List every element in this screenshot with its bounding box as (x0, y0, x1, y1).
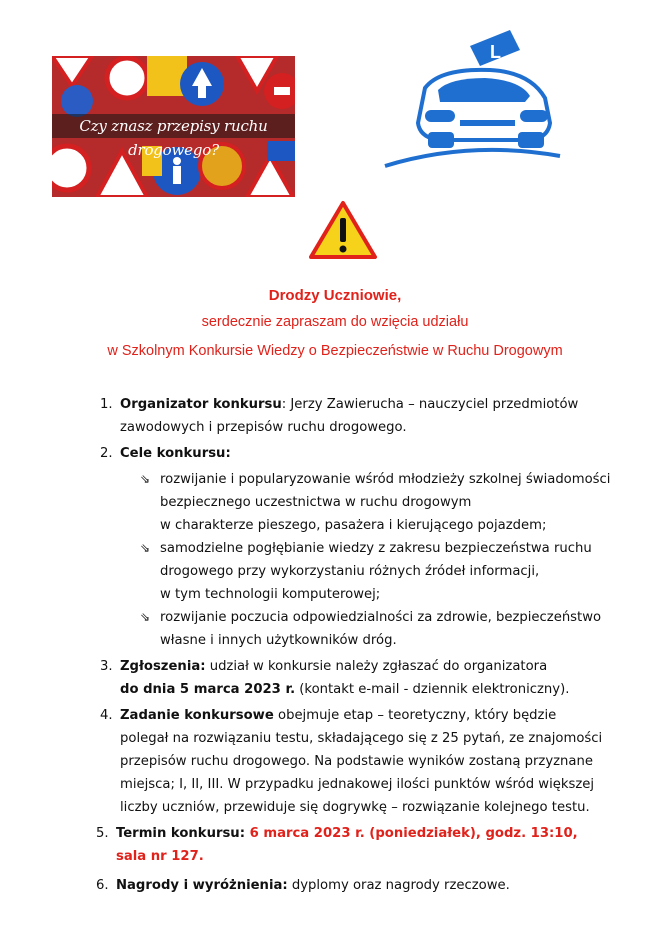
arrow-bullet-icon: ⇘ (140, 610, 151, 624)
task-label: Zadanie konkursowe (120, 708, 274, 723)
item-number: 5. (96, 826, 109, 841)
prizes-label: Nagrody i wyróżnienia: (116, 878, 288, 893)
road-signs-banner (52, 56, 295, 197)
item-number: 2. (100, 446, 113, 461)
contest-date-value: 6 marca 2023 r. (poniedziałek), godz. 13:10, sala nr 127. (116, 826, 578, 864)
greeting-invitation: serdecznie zapraszam do wzięcia udziału (201, 314, 469, 330)
registration-deadline: do dnia 5 marca 2023 r. (120, 682, 296, 697)
goals-label: Cele konkursu: (120, 446, 231, 461)
list-item-prizes: 6. Nagrody i wyróżnienia: dyplomy oraz nagrody rzeczowe. (88, 874, 612, 897)
list-item-task: 4. Zadanie konkursowe obejmuje etap – teoretyczny, który będzie polegał na rozwiązaniu testu, składającego się z 25 pytań, ze znajomości przepisów ruchu drogowego. Na podstawie wyników zostaną przyznane miejsca; I, II, III. W przypadku jednakowej ilości punktów wśród większej liczby uczniów, przewiduje się dogrywkę – rozwiązanie kolejnego testu. (92, 704, 612, 819)
item-number: 3. (100, 659, 113, 674)
list-item-registration: 3. Zgłoszenia: udział w konkursie należy zgłaszać do organizatora do dnia 5 marca 2023 r. (kontakt e-mail - dziennik elektroniczny). (92, 655, 612, 701)
goal-item: ⇘ samodzielne pogłębianie wiedzy z zakresu bezpieczeństwa ruchu drogowego przy wykorzystaniu różnych źródeł informacji, w tym technologii komputerowej; (120, 537, 612, 606)
organizer-text: : Jerzy Zawierucha – nauczyciel przedmiotów (281, 397, 579, 412)
arrow-bullet-icon: ⇘ (140, 472, 151, 486)
arrow-bullet-icon: ⇘ (140, 541, 151, 555)
goal-item: ⇘ rozwijanie poczucia odpowiedzialności za zdrowie, bezpieczeństwo własne i innych użytkowników dróg. (120, 606, 612, 652)
organizer-text-cont: zawodowych i przepisów ruchu drogowego. (120, 420, 407, 435)
greeting-contest-name: w Szkolnym Konkursie Wiedzy o Bezpieczeństwie w Ruchu Drogowym (107, 343, 563, 359)
banner-caption: Czy znasz przepisy ruchu drogowego? (52, 114, 295, 138)
registration-label: Zgłoszenia: (120, 659, 206, 674)
date-label: Termin konkursu: (116, 826, 245, 841)
contest-rules-list (92, 393, 612, 897)
l-badge-text: L (490, 42, 501, 62)
driving-school-car-logo (380, 28, 565, 168)
list-item-organizer (92, 393, 612, 439)
item-number: 1. (100, 397, 113, 412)
item-number: 4. (100, 708, 113, 723)
greeting-title: Drodzy Uczniowie, (268, 287, 402, 304)
warning-icon (308, 200, 378, 260)
list-item-goals (92, 442, 612, 465)
organizer-label: Organizator konkursu (120, 397, 282, 412)
goal-item: ⇘ rozwijanie i popularyzowanie wśród młodzieży szkolnej świadomości bezpiecznego uczestnictwa w ruchu drogowym w charakterze pieszego, pasażera i kierującego pojazdem; (120, 468, 612, 537)
list-item-date (88, 822, 612, 868)
item-number: 6. (96, 878, 109, 893)
